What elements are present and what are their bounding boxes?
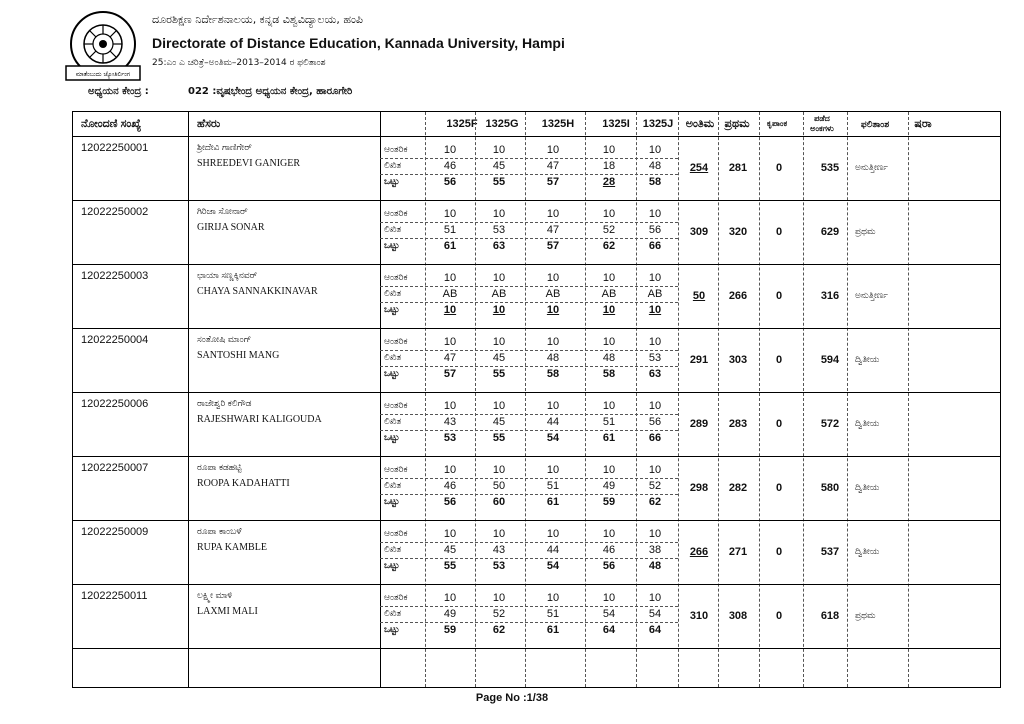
written-mark: 56 [648, 416, 662, 428]
row-dashed-divider [380, 622, 678, 623]
reg-number: 12022250003 [81, 270, 149, 282]
label-internal: ಆಂತರಿಕ [384, 400, 408, 410]
label-written: ಲಿಖಿತ [384, 352, 402, 362]
written-mark: 45 [492, 352, 506, 364]
col-1325j: 1325J [642, 118, 674, 130]
total-mark: 59 [602, 496, 616, 508]
result-status: ಪ್ರಥಮ [855, 227, 876, 237]
written-mark: 53 [492, 224, 506, 236]
first-year-marks: 271 [728, 546, 748, 558]
total-mark: 59 [443, 624, 457, 636]
written-mark: 47 [443, 352, 457, 364]
written-mark: 46 [443, 160, 457, 172]
label-total: ಒಟ್ಟು [384, 304, 400, 314]
written-mark: 43 [443, 416, 457, 428]
internal-mark: 10 [443, 592, 457, 604]
student-row [73, 456, 1000, 520]
header-title-kannada: ದೂರಶಿಕ್ಷಣ ನಿರ್ದೇಶನಾಲಯ, ಕನ್ನಡ ವಿಶ್ವವಿದ್ಯಾಲಯ, ಹಂಪಿ [152, 13, 363, 26]
first-year-marks: 303 [728, 354, 748, 366]
written-mark: AB [545, 288, 561, 300]
reg-number: 12022250009 [81, 526, 149, 538]
total-mark: 66 [648, 240, 662, 252]
row-dashed-divider [380, 238, 678, 239]
grace-marks: 0 [775, 418, 783, 430]
internal-mark: 10 [602, 592, 616, 604]
written-mark: 48 [648, 160, 662, 172]
row-dashed-divider [380, 222, 678, 223]
written-mark: 50 [492, 480, 506, 492]
internal-mark: 10 [443, 464, 457, 476]
reg-number: 12022250006 [81, 398, 149, 410]
total-mark: 54 [546, 432, 560, 444]
label-total: ಒಟ್ಟು [384, 432, 400, 442]
written-mark: AB [601, 288, 617, 300]
internal-mark: 10 [443, 400, 457, 412]
student-row [73, 584, 1000, 648]
written-mark: 38 [648, 544, 662, 556]
internal-mark: 10 [492, 272, 506, 284]
internal-mark: 10 [546, 208, 560, 220]
total-mark: 62 [492, 624, 506, 636]
col-result: ಫಲಿತಾಂಶ [860, 118, 890, 129]
written-mark: 45 [492, 160, 506, 172]
student-name-english: LAXMI MALI [197, 606, 258, 617]
written-mark: AB [442, 288, 458, 300]
final-marks: 266 [689, 546, 709, 558]
internal-mark: 10 [648, 272, 662, 284]
student-name-english: ROOPA KADAHATTI [197, 478, 290, 489]
written-mark: 44 [546, 544, 560, 556]
total-mark: 57 [443, 368, 457, 380]
internal-mark: 10 [546, 528, 560, 540]
written-mark: 49 [602, 480, 616, 492]
total-mark: 57 [546, 240, 560, 252]
reg-number: 12022250011 [81, 590, 148, 602]
first-year-marks: 320 [728, 226, 748, 238]
written-mark: 51 [546, 480, 560, 492]
written-mark: 45 [443, 544, 457, 556]
total-mark: 61 [443, 240, 457, 252]
col-grace: ಕೃಪಾಂಕ [766, 119, 788, 128]
result-status: ಅನುತ್ತೀರ್ಣ [855, 163, 888, 173]
written-mark: 54 [648, 608, 662, 620]
total-mark: 55 [492, 176, 506, 188]
total-mark: 63 [648, 368, 662, 380]
total-mark: 10 [602, 304, 616, 316]
written-mark: 43 [492, 544, 506, 556]
page-number: Page No :1/38 [475, 692, 549, 704]
row-dashed-divider [380, 414, 678, 415]
student-row [73, 520, 1000, 584]
result-status: ದ್ವಿತೀಯ [855, 419, 880, 429]
header-subtitle: 25:ಎಂ ಎ ಚರಿತ್ರೆ–ಅಂತಿಮ–2013–2014 ರ ಫಲಿತಾಂಶ [152, 58, 326, 68]
internal-mark: 10 [443, 272, 457, 284]
student-name-kannada: ಗಿರಿಜಾ ಸೋನಾರ್ [197, 206, 248, 216]
col-name: ಹೆಸರು [197, 117, 221, 130]
header-title-english: Directorate of Distance Education, Kannada University, Hampi [152, 35, 565, 51]
col-1325f: 1325F [446, 118, 478, 130]
col-final: ಅಂತಿಮ [685, 117, 715, 130]
result-status: ಪ್ರಥಮ [855, 611, 876, 621]
internal-mark: 10 [443, 528, 457, 540]
grand-total: 618 [820, 610, 840, 622]
student-name-english: SHREEDEVI GANIGER [197, 158, 301, 169]
reg-number: 12022250007 [81, 462, 149, 474]
total-mark: 10 [443, 304, 457, 316]
col-remark: ಷರಾ [914, 117, 932, 130]
written-mark: 51 [546, 608, 560, 620]
student-name-kannada: ರಾಜೇಶ್ವರಿ ಕಲಿಗೌಡ [197, 398, 252, 408]
final-marks: 310 [689, 610, 709, 622]
row-dashed-divider [380, 158, 678, 159]
first-year-marks: 266 [728, 290, 748, 302]
total-mark: 53 [443, 432, 457, 444]
written-mark: 45 [492, 416, 506, 428]
internal-mark: 10 [602, 400, 616, 412]
internal-mark: 10 [492, 208, 506, 220]
written-mark: AB [647, 288, 663, 300]
written-mark: 49 [443, 608, 457, 620]
final-marks: 289 [689, 418, 709, 430]
internal-mark: 10 [648, 528, 662, 540]
internal-mark: 10 [492, 592, 506, 604]
student-name-kannada: ಛಾಯಾ ಸಣ್ಣಕ್ಕಿನವರ್ [197, 270, 258, 280]
total-mark: 56 [443, 176, 457, 188]
total-mark: 61 [546, 496, 560, 508]
grace-marks: 0 [775, 290, 783, 302]
student-row [73, 200, 1000, 264]
internal-mark: 10 [648, 464, 662, 476]
row-dashed-divider [380, 302, 678, 303]
label-internal: ಆಂತರಿಕ [384, 144, 408, 154]
final-marks: 291 [689, 354, 709, 366]
student-name-kannada: ರೂಪಾ ಕಾಂಬಳೆ [197, 526, 242, 536]
final-marks: 309 [689, 226, 709, 238]
written-mark: 44 [546, 416, 560, 428]
internal-mark: 10 [648, 208, 662, 220]
label-internal: ಆಂತರಿಕ [384, 208, 408, 218]
total-mark: 62 [602, 240, 616, 252]
internal-mark: 10 [602, 528, 616, 540]
row-dashed-divider [380, 366, 678, 367]
internal-mark: 10 [648, 336, 662, 348]
grace-marks: 0 [775, 482, 783, 494]
label-internal: ಆಂತರಿಕ [384, 336, 408, 346]
reg-number: 12022250001 [81, 142, 149, 154]
written-mark: 52 [648, 480, 662, 492]
logo-motto: ಮಾತೆಂಬುದು ಜ್ಯೋತಿರ್ಲಿಂಗ [75, 71, 131, 78]
row-dashed-divider [380, 542, 678, 543]
total-mark: 61 [546, 624, 560, 636]
internal-mark: 10 [602, 464, 616, 476]
final-marks: 50 [692, 290, 706, 302]
label-written: ಲಿಖಿತ [384, 544, 402, 554]
total-mark: 56 [443, 496, 457, 508]
result-status: ದ್ವಿತೀಯ [855, 547, 880, 557]
internal-mark: 10 [546, 336, 560, 348]
total-mark: 62 [648, 496, 662, 508]
label-total: ಒಟ್ಟು [384, 496, 400, 506]
label-written: ಲಿಖಿತ [384, 480, 402, 490]
grand-total: 594 [820, 354, 840, 366]
grace-marks: 0 [775, 226, 783, 238]
internal-mark: 10 [546, 400, 560, 412]
grace-marks: 0 [775, 610, 783, 622]
student-name-kannada: ಲಕ್ಷ್ಮೀ ಮಾಳಿ [197, 590, 233, 600]
student-name-kannada: ರೂಪಾ ಕಡಹಟ್ಟಿ [197, 462, 242, 472]
student-name-english: CHAYA SANNAKKINAVAR [197, 286, 318, 297]
label-written: ಲಿಖಿತ [384, 416, 402, 426]
student-name-english: RAJESHWARI KALIGOUDA [197, 414, 322, 425]
label-total: ಒಟ್ಟು [384, 176, 400, 186]
total-mark: 58 [648, 176, 662, 188]
label-written: ಲಿಖಿತ [384, 224, 402, 234]
total-mark: 64 [602, 624, 616, 636]
internal-mark: 10 [602, 208, 616, 220]
written-mark: 18 [602, 160, 616, 172]
grand-total: 629 [820, 226, 840, 238]
total-mark: 28 [602, 176, 616, 188]
total-mark: 66 [648, 432, 662, 444]
final-marks: 254 [689, 162, 709, 174]
student-name-kannada: ಶ್ರೀದೇವಿ ಗಾಣಿಗೇರ್ [197, 142, 252, 152]
written-mark: 48 [546, 352, 560, 364]
row-dashed-divider [380, 430, 678, 431]
row-dashed-divider [380, 478, 678, 479]
internal-mark: 10 [648, 144, 662, 156]
student-name-english: RUPA KAMBLE [197, 542, 267, 553]
internal-mark: 10 [492, 464, 506, 476]
internal-mark: 10 [443, 336, 457, 348]
written-mark: 47 [546, 160, 560, 172]
reg-number: 12022250002 [81, 206, 149, 218]
internal-mark: 10 [602, 272, 616, 284]
grand-total: 537 [820, 546, 840, 558]
student-name-english: GIRIJA SONAR [197, 222, 265, 233]
col-1325g: 1325G [485, 118, 519, 130]
row-dashed-divider [380, 558, 678, 559]
written-mark: 51 [602, 416, 616, 428]
final-marks: 298 [689, 482, 709, 494]
label-written: ಲಿಖಿತ [384, 288, 402, 298]
result-status: ದ್ವಿತೀಯ [855, 483, 880, 493]
written-mark: 47 [546, 224, 560, 236]
total-mark: 56 [602, 560, 616, 572]
grand-total: 316 [820, 290, 840, 302]
col-first: ಪ್ರಥಮ [724, 117, 750, 130]
internal-mark: 10 [546, 144, 560, 156]
label-total: ಒಟ್ಟು [384, 624, 400, 634]
written-mark: 46 [443, 480, 457, 492]
student-row [73, 264, 1000, 328]
first-year-marks: 308 [728, 610, 748, 622]
written-mark: 51 [443, 224, 457, 236]
total-mark: 55 [443, 560, 457, 572]
internal-mark: 10 [546, 464, 560, 476]
label-total: ಒಟ್ಟು [384, 368, 400, 378]
grace-marks: 0 [775, 354, 783, 366]
internal-mark: 10 [648, 400, 662, 412]
written-mark: 53 [648, 352, 662, 364]
label-internal: ಆಂತರಿಕ [384, 592, 408, 602]
label-total: ಒಟ್ಟು [384, 240, 400, 250]
internal-mark: 10 [492, 144, 506, 156]
total-mark: 58 [602, 368, 616, 380]
result-status: ದ್ವಿತೀಯ [855, 355, 880, 365]
total-mark: 55 [492, 368, 506, 380]
grand-total: 572 [820, 418, 840, 430]
written-mark: 54 [602, 608, 616, 620]
first-year-marks: 281 [728, 162, 748, 174]
first-year-marks: 282 [728, 482, 748, 494]
col-1325i: 1325I [602, 118, 630, 130]
total-mark: 55 [492, 432, 506, 444]
label-written: ಲಿಖಿತ [384, 160, 402, 170]
internal-mark: 10 [492, 400, 506, 412]
results-table [72, 111, 1001, 688]
internal-mark: 10 [602, 336, 616, 348]
row-dashed-divider [380, 606, 678, 607]
student-name-kannada: ಸಂತೋಷಿ ಮಾಂಗ್ [197, 334, 252, 344]
col-total [797, 112, 847, 136]
total-mark: 10 [648, 304, 662, 316]
internal-mark: 10 [602, 144, 616, 156]
written-mark: 52 [492, 608, 506, 620]
internal-mark: 10 [546, 272, 560, 284]
total-mark: 61 [602, 432, 616, 444]
grace-marks: 0 [775, 162, 783, 174]
label-internal: ಆಂತರಿಕ [384, 528, 408, 538]
internal-mark: 10 [648, 592, 662, 604]
col-total-line1: ಪಡೆದ [814, 114, 830, 123]
internal-mark: 10 [492, 336, 506, 348]
student-row [73, 136, 1000, 200]
total-mark: 58 [546, 368, 560, 380]
col-1325h: 1325H [541, 118, 575, 130]
total-mark: 48 [648, 560, 662, 572]
total-mark: 10 [546, 304, 560, 316]
row-dashed-divider [380, 286, 678, 287]
total-mark: 64 [648, 624, 662, 636]
written-mark: 52 [602, 224, 616, 236]
first-year-marks: 283 [728, 418, 748, 430]
label-written: ಲಿಖಿತ [384, 608, 402, 618]
row-dashed-divider [380, 350, 678, 351]
row-dashed-divider [380, 174, 678, 175]
student-name-english: SANTOSHI MANG [197, 350, 280, 361]
total-mark: 63 [492, 240, 506, 252]
grace-marks: 0 [775, 546, 783, 558]
total-mark: 60 [492, 496, 506, 508]
university-logo [60, 8, 146, 86]
total-mark: 10 [492, 304, 506, 316]
internal-mark: 10 [443, 144, 457, 156]
written-mark: 56 [648, 224, 662, 236]
total-mark: 57 [546, 176, 560, 188]
internal-mark: 10 [492, 528, 506, 540]
label-internal: ಆಂತರಿಕ [384, 272, 408, 282]
total-mark: 54 [546, 560, 560, 572]
study-centre-label: ಅಧ್ಯಯನ ಕೇಂದ್ರ : [88, 86, 149, 97]
grand-total: 580 [820, 482, 840, 494]
student-row [73, 392, 1000, 456]
row-divider [73, 648, 1000, 649]
study-centre-value: 022 :ವೃಷಭೇಂದ್ರ ಅಧ್ಯಯನ ಕೇಂದ್ರ, ಹಾರೂಗೇರಿ [188, 86, 353, 97]
grand-total: 535 [820, 162, 840, 174]
row-dashed-divider [380, 494, 678, 495]
total-mark: 53 [492, 560, 506, 572]
student-row [73, 328, 1000, 392]
written-mark: 46 [602, 544, 616, 556]
result-status: ಅನುತ್ತೀರ್ಣ [855, 291, 888, 301]
internal-mark: 10 [443, 208, 457, 220]
col-reg-no: ನೋಂದಣಿ ಸಂಖ್ಯೆ [81, 117, 142, 130]
written-mark: AB [491, 288, 507, 300]
label-total: ಒಟ್ಟು [384, 560, 400, 570]
col-total-line2: ಅಂಕಗಳು [810, 124, 834, 133]
reg-number: 12022250004 [81, 334, 149, 346]
internal-mark: 10 [546, 592, 560, 604]
written-mark: 48 [602, 352, 616, 364]
label-internal: ಆಂತರಿಕ [384, 464, 408, 474]
